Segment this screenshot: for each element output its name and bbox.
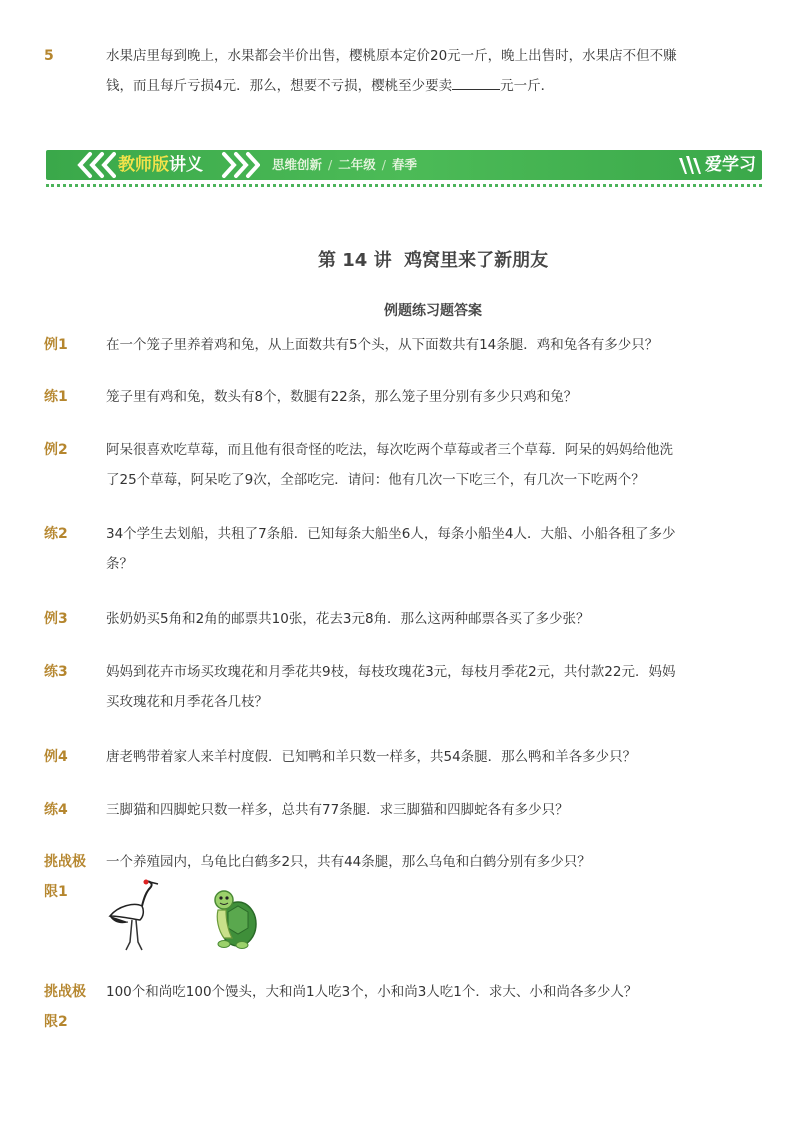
turtle-icon [206,888,260,950]
brand-logo: 爱学习 [677,150,756,180]
chevron-left-icon [76,150,116,180]
crane-icon [104,876,164,956]
problem-text: 水果店里每到晚上，水果都会半价出售，樱桃原本定价20元一斤，晚上出售时，水果店不但不赚 钱，而且每斤亏损4元．那么，想要不亏损，樱桃至少要卖 元一斤． [106,48,677,94]
answer-blank [452,75,500,90]
banner-dotted-line [46,184,762,187]
header-banner [46,148,762,188]
section-subtitle: 例题练习题答案 [384,303,482,319]
problem-label: 5 [44,48,54,64]
chevron-right-icon [220,150,260,180]
banner-title: 教师版讲义 [118,155,203,175]
breadcrumb: 思维创新 / 二年级 / 春季 [272,157,417,172]
logo-icon [677,154,703,176]
